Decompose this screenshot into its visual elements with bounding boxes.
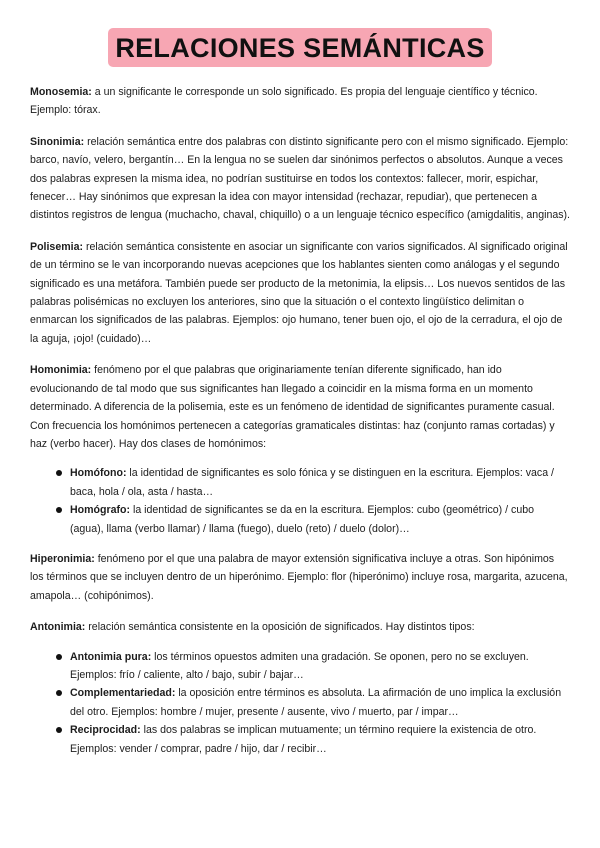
text-homonimia: fenómeno por el que palabras que originariamente tenían diferente significado, han ido evolucionando de tal modo que sus significantes han llegado a coincidir en la misma forma en un momento determinado. A diferencia de la polisemia, este es un fenómeno de identidad de significantes puramente casual. Con frecuencia los homónimos pertenecen a categorías gramaticales distintas: haz (conjunto ramas cortadas) y haz (verbo hacer). Hay dos clases de homónimos: <box>30 364 555 450</box>
text-polisemia: relación semántica consistente en asociar un significante con varios significados. Al significado original de un término se le van incorporando nuevas acepciones que los hablantes sienten como análogas y el segundo significado es una metáfora. También puede ser producto de la metonimia, la elipsis… Los nuevos sentidos de las palabras polisémicas no excluyen los anteriores, sino que la situación o el contexto lingüístico delimitan o enmarcan los significados de las palabras. Ejemplos: ojo humano, tener buen ojo, el ojo de la cerradura, el ojo de la aguja, ¡ojo! (cuidado)… <box>30 240 568 345</box>
bullet-icon <box>56 654 62 660</box>
list-item <box>56 501 570 538</box>
term-antonimia-pura: Antonimia pura: <box>70 650 152 663</box>
bullet-icon <box>56 690 62 696</box>
term-complementariedad: Complementariedad: <box>70 687 176 700</box>
term-homonimia: Homonimia: <box>30 364 92 377</box>
term-antonimia: Antonimia: <box>30 621 86 634</box>
term-polisemia: Polisemia: <box>30 240 83 253</box>
text-sinonimia: relación semántica entre dos palabras con distinto significante pero con el mismo significado. Ejemplo: barco, navío, velero, bergantín… En la lengua no se suelen dar sinónimos perfectos o absolutos. Aunque a veces dos palabras expresen la misma idea, no podrían sustituirse en todos los contextos: fallecer, morir, espichar, fenecer… Hay sinónimos que expresan la idea con mayor intensidad (rechazar, repudiar), que pertenecen a distintos registros de lengua (muchacho, chaval, chiquillo) o a un lenguaje técnico específico (amigdalitis, anginas). <box>30 135 570 222</box>
page-title: RELACIONES SEMÁNTICAS <box>108 28 491 67</box>
text-antonimia-pura: los términos opuestos admiten una gradación. Se oponen, pero no se excluyen. Ejemplos: frío / caliente, alto / bajo, subir / bajar… <box>70 650 529 681</box>
text-monosemia: a un significante le corresponde un solo significado. Es propia del lenguaje científico y técnico. Ejemplo: tórax. <box>30 86 538 117</box>
term-homofono: Homófono: <box>70 467 127 480</box>
section-sinonimia <box>30 133 570 225</box>
bullet-icon <box>56 507 62 513</box>
text-antonimia: relación semántica consistente en la oposición de significados. Hay distintos tipos: <box>85 621 475 634</box>
homonimia-list <box>30 464 570 538</box>
bullet-icon <box>56 470 62 476</box>
list-item <box>56 648 570 685</box>
section-polisemia <box>30 238 570 348</box>
text-reciprocidad: las dos palabras se implican mutuamente; un término requiere la existencia de otro. Ejemplos: vender / comprar, padre / hijo, dar / recibir… <box>70 724 537 755</box>
list-item <box>56 684 570 721</box>
antonimia-list <box>30 648 570 758</box>
list-item <box>56 721 570 758</box>
term-sinonimia: Sinonimia: <box>30 135 85 148</box>
section-homonimia <box>30 361 570 453</box>
text-hiperonimia: fenómeno por el que una palabra de mayor extensión significativa incluye a otras. Son hipónimos los términos que se incluyen dentro de un hiperónimo. Ejemplo: flor (hiperónimo) incluye rosa, margarita, azucena, amapola… (cohipónimos). <box>30 552 568 602</box>
title-wrap <box>30 28 570 67</box>
section-hiperonimia <box>30 550 570 605</box>
term-hiperonimia: Hiperonimia: <box>30 552 95 565</box>
term-reciprocidad: Reciprocidad: <box>70 724 141 737</box>
list-item <box>56 464 570 501</box>
term-monosemia: Monosemia: <box>30 86 92 98</box>
text-homofono: la identidad de significantes es solo fónica y se distinguen en la escritura. Ejemplos: vaca / baca, hola / ola, asta / hasta… <box>70 467 555 498</box>
text-homografo: la identidad de significantes se da en la escritura. Ejemplos: cubo (geométrico) / cubo (agua), llama (verbo llamar) / llama (fuego), duelo (reto) / duelo (dolor)… <box>70 504 534 535</box>
section-monosemia <box>30 83 570 120</box>
text-complementariedad: la oposición entre términos es absoluta. La afirmación de uno implica la exclusión del otro. Ejemplos: hombre / mujer, presente / ausente, vivo / muerto, par / impar… <box>70 687 562 718</box>
section-antonimia <box>30 618 570 636</box>
term-homografo: Homógrafo: <box>70 504 131 517</box>
bullet-icon <box>56 727 62 733</box>
